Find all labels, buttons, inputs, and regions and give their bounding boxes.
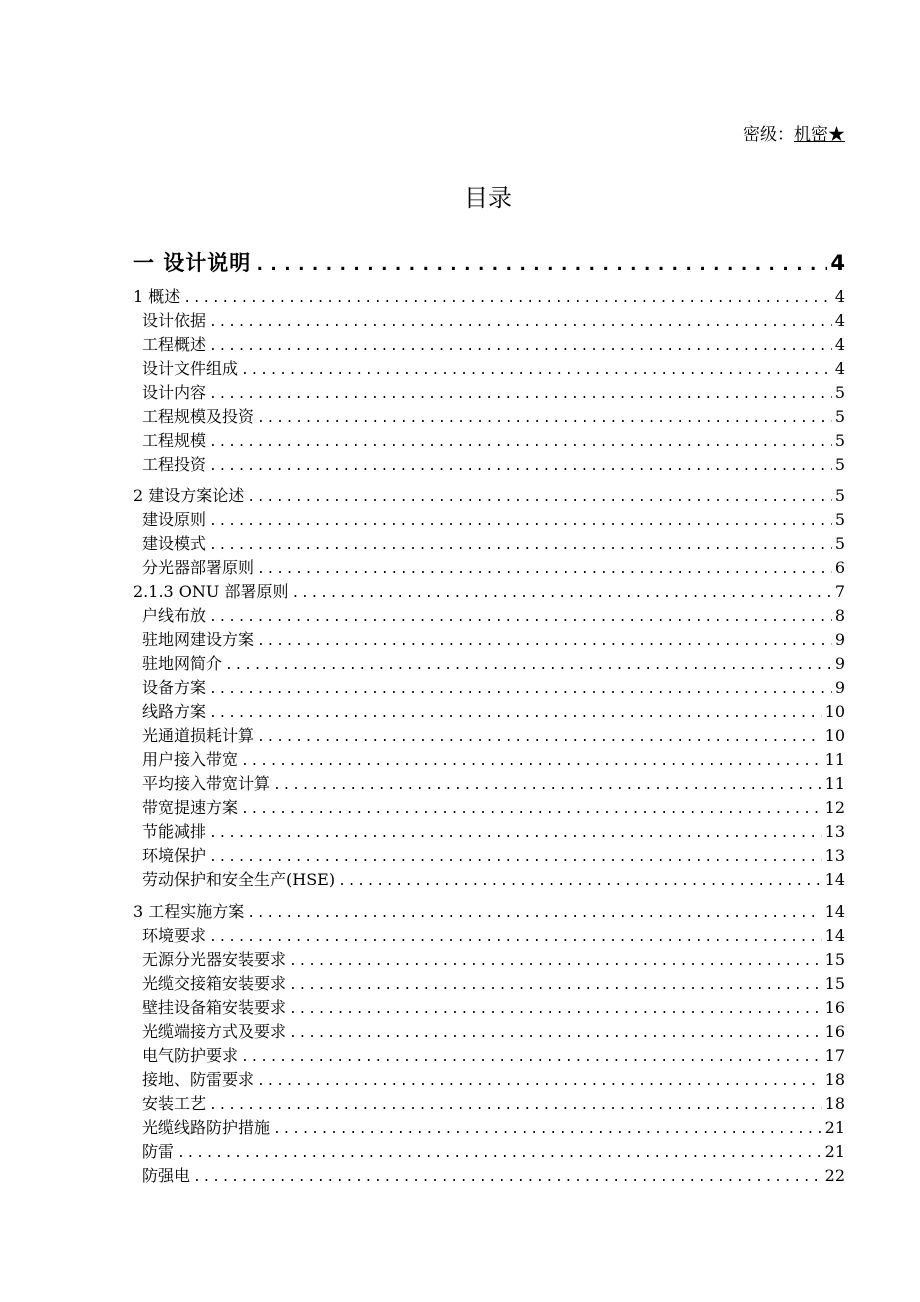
toc-leader-dots xyxy=(209,822,822,846)
toc-entry[interactable] xyxy=(133,844,845,870)
toc-entry-page-number: 10 xyxy=(824,702,845,721)
toc-entry[interactable] xyxy=(133,1044,845,1070)
toc-leader-dots xyxy=(338,870,822,894)
toc-entry-page-number: 14 xyxy=(824,926,845,945)
toc-leader-dots xyxy=(257,726,822,750)
toc-entry-page-number: 5 xyxy=(834,510,845,529)
toc-leader-dots xyxy=(257,1070,822,1094)
toc-entry-page-number: 11 xyxy=(824,774,845,793)
toc-entry-title: 工程投资 xyxy=(142,455,207,474)
toc-entry[interactable] xyxy=(133,700,845,726)
toc-leader-dots xyxy=(183,287,832,311)
toc-entry-page-number: 21 xyxy=(824,1118,845,1137)
toc-leader-dots xyxy=(241,798,822,822)
toc-entry-page-number: 4 xyxy=(830,251,845,275)
toc-entry-page-number: 9 xyxy=(834,630,845,649)
toc-entry-page-number: 5 xyxy=(834,383,845,402)
toc-entry-title: 接地、防雷要求 xyxy=(142,1070,255,1089)
toc-entry[interactable] xyxy=(133,628,845,654)
toc-entry-title: 节能减排 xyxy=(142,822,207,841)
toc-entry[interactable] xyxy=(133,972,845,998)
toc-entry[interactable] xyxy=(133,868,845,894)
classification-value: 机密★ xyxy=(794,125,845,145)
toc-entry-page-number: 15 xyxy=(824,974,845,993)
toc-entry[interactable] xyxy=(133,1164,845,1190)
toc-entry-title: 驻地网简介 xyxy=(142,654,223,673)
toc-entry-page-number: 16 xyxy=(824,998,845,1017)
toc-entry-page-number: 9 xyxy=(834,678,845,697)
toc-entry-page-number: 4 xyxy=(834,335,845,354)
toc-entry[interactable] xyxy=(133,381,845,407)
toc-leader-dots xyxy=(209,926,822,950)
toc-leader-dots xyxy=(273,774,822,798)
toc-leader-dots xyxy=(241,1046,822,1070)
toc-leader-dots xyxy=(209,606,832,630)
toc-entry-title: 环境要求 xyxy=(142,926,207,945)
toc-leader-dots xyxy=(257,558,832,582)
toc-entry[interactable] xyxy=(133,453,845,479)
toc-leader-dots xyxy=(209,1094,822,1118)
toc-entry-title: 2.1.3 ONU 部署原则 xyxy=(133,582,289,601)
page-title: 目录 xyxy=(464,184,512,212)
toc-entry[interactable] xyxy=(133,1068,845,1094)
toc-leader-dots xyxy=(193,1166,822,1190)
toc-leader-dots xyxy=(177,1142,822,1166)
toc-entry-title: 光通道损耗计算 xyxy=(142,726,255,745)
toc-leader-dots xyxy=(273,1118,822,1142)
toc-entry[interactable] xyxy=(133,357,845,383)
toc-entry-page-number: 15 xyxy=(824,950,845,969)
toc-entry-title: 防雷 xyxy=(142,1142,175,1161)
toc-entry[interactable] xyxy=(133,532,845,558)
toc-entry-page-number: 17 xyxy=(824,1046,845,1065)
toc-entry[interactable] xyxy=(133,900,845,926)
toc-entry-page-number: 7 xyxy=(834,582,845,601)
toc-leader-dots xyxy=(209,311,832,335)
toc-entry-page-number: 5 xyxy=(834,534,845,553)
toc-entry-page-number: 14 xyxy=(824,902,845,921)
toc-entry-title: 光缆交接箱安装要求 xyxy=(142,974,287,993)
toc-entry-title: 壁挂设备箱安装要求 xyxy=(142,998,287,1017)
toc-entry-title: 带宽提速方案 xyxy=(142,798,239,817)
toc-entry[interactable] xyxy=(133,748,845,774)
toc-entry-title: 环境保护 xyxy=(142,846,207,865)
toc-entry-page-number: 13 xyxy=(824,822,845,841)
toc-leader-dots xyxy=(209,846,822,870)
toc-entry-page-number: 16 xyxy=(824,1022,845,1041)
toc-entry[interactable] xyxy=(133,309,845,335)
toc-entry-page-number: 12 xyxy=(824,798,845,817)
toc-leader-dots xyxy=(289,950,822,974)
toc-entry[interactable] xyxy=(133,405,845,431)
toc-entry[interactable] xyxy=(133,948,845,974)
toc-entry[interactable] xyxy=(133,1092,845,1118)
toc-leader-dots xyxy=(247,902,821,926)
toc-entry-title: 电气防护要求 xyxy=(142,1046,239,1065)
toc-entry-title: 3 工程实施方案 xyxy=(133,902,245,921)
toc-entry-page-number: 13 xyxy=(824,846,845,865)
toc-leader-dots xyxy=(209,455,832,479)
toc-entry-page-number: 18 xyxy=(824,1070,845,1089)
toc-leader-dots xyxy=(247,486,832,510)
toc-entry-title: 劳动保护和安全生产(HSE) xyxy=(142,870,336,889)
toc-entry-page-number: 9 xyxy=(834,654,845,673)
toc-leader-dots xyxy=(289,974,822,998)
toc-entry-title: 设备方案 xyxy=(142,678,207,697)
toc-entry-title: 工程概述 xyxy=(142,335,207,354)
toc-entry-page-number: 6 xyxy=(834,558,845,577)
toc-entry-title: 无源分光器安装要求 xyxy=(142,950,287,969)
toc-entry-page-number: 4 xyxy=(834,311,845,330)
toc-entry-page-number: 5 xyxy=(834,486,845,505)
toc-entry-title: 户线布放 xyxy=(142,606,207,625)
toc-entry[interactable] xyxy=(133,796,845,822)
toc-leader-dots xyxy=(241,750,822,774)
classification-marking xyxy=(743,120,845,145)
toc-entry[interactable] xyxy=(133,820,845,846)
toc-entry[interactable] xyxy=(133,604,845,630)
toc-entry-title: 工程规模 xyxy=(142,431,207,450)
toc-entry-title: 线路方案 xyxy=(142,702,207,721)
toc-entry[interactable] xyxy=(133,248,845,280)
toc-leader-dots xyxy=(209,383,832,407)
toc-entry-title: 光缆线路防护措施 xyxy=(142,1118,271,1137)
toc-entry-title: 分光器部署原则 xyxy=(142,558,255,577)
toc-entry[interactable] xyxy=(133,924,845,950)
toc-leader-dots xyxy=(289,1022,822,1046)
toc-leader-dots xyxy=(209,510,832,534)
toc-entry[interactable] xyxy=(133,429,845,455)
toc-leader-dots xyxy=(292,582,832,606)
toc-entry-title: 建设模式 xyxy=(142,534,207,553)
toc-entry-title: 一 设计说明 xyxy=(133,251,252,275)
toc-entry-title: 设计内容 xyxy=(142,383,207,402)
toc-entry[interactable] xyxy=(133,556,845,582)
toc-entry[interactable] xyxy=(133,772,845,798)
toc-entry-title: 平均接入带宽计算 xyxy=(142,774,271,793)
toc-entry-page-number: 14 xyxy=(824,870,845,889)
classification-label: 密级： xyxy=(743,125,794,145)
toc-entry-title: 2 建设方案论述 xyxy=(133,486,245,505)
toc-entry-title: 光缆端接方式及要求 xyxy=(142,1022,287,1041)
toc-entry[interactable] xyxy=(133,333,845,359)
toc-leader-dots xyxy=(209,534,832,558)
toc-leader-dots xyxy=(225,654,832,678)
toc-entry-page-number: 5 xyxy=(834,455,845,474)
toc-entry-title: 防强电 xyxy=(142,1166,191,1185)
toc-leader-dots xyxy=(209,678,832,702)
toc-entry[interactable] xyxy=(133,580,845,606)
toc-entry[interactable] xyxy=(133,1140,845,1166)
toc-entry-page-number: 21 xyxy=(824,1142,845,1161)
toc-entry[interactable] xyxy=(133,508,845,534)
toc-entry-page-number: 11 xyxy=(824,750,845,769)
toc-entry-title: 设计文件组成 xyxy=(142,359,239,378)
toc-entry-page-number: 5 xyxy=(834,407,845,426)
toc-entry[interactable] xyxy=(133,1020,845,1046)
toc-entry-title: 工程规模及投资 xyxy=(142,407,255,426)
toc-entry-page-number: 22 xyxy=(824,1166,845,1185)
toc-leader-dots xyxy=(254,250,827,280)
toc-entry-title: 安装工艺 xyxy=(142,1094,207,1113)
toc-leader-dots xyxy=(209,702,822,726)
toc-entry[interactable] xyxy=(133,484,845,510)
toc-leader-dots xyxy=(257,407,832,431)
toc-entry-page-number: 8 xyxy=(834,606,845,625)
toc-entry-page-number: 18 xyxy=(824,1094,845,1113)
toc-entry[interactable] xyxy=(133,724,845,750)
toc-leader-dots xyxy=(257,630,832,654)
toc-entry-title: 驻地网建设方案 xyxy=(142,630,255,649)
toc-leader-dots xyxy=(209,431,832,455)
toc-entry-title: 用户接入带宽 xyxy=(142,750,239,769)
toc-entry[interactable] xyxy=(133,996,845,1022)
toc-leader-dots xyxy=(209,335,832,359)
toc-entry-page-number: 4 xyxy=(834,359,845,378)
toc-entry-title: 设计依据 xyxy=(142,311,207,330)
toc-entry-page-number: 10 xyxy=(824,726,845,745)
toc-entry[interactable] xyxy=(133,1116,845,1142)
toc-entry[interactable] xyxy=(133,676,845,702)
toc-leader-dots xyxy=(289,998,822,1022)
toc-entry-title: 建设原则 xyxy=(142,510,207,529)
toc-entry-title: 1 概述 xyxy=(133,287,181,306)
toc-entry-page-number: 4 xyxy=(834,287,845,306)
toc-entry[interactable] xyxy=(133,652,845,678)
toc-entry-page-number: 5 xyxy=(834,431,845,450)
toc-entry[interactable] xyxy=(133,285,845,311)
toc-leader-dots xyxy=(241,359,832,383)
